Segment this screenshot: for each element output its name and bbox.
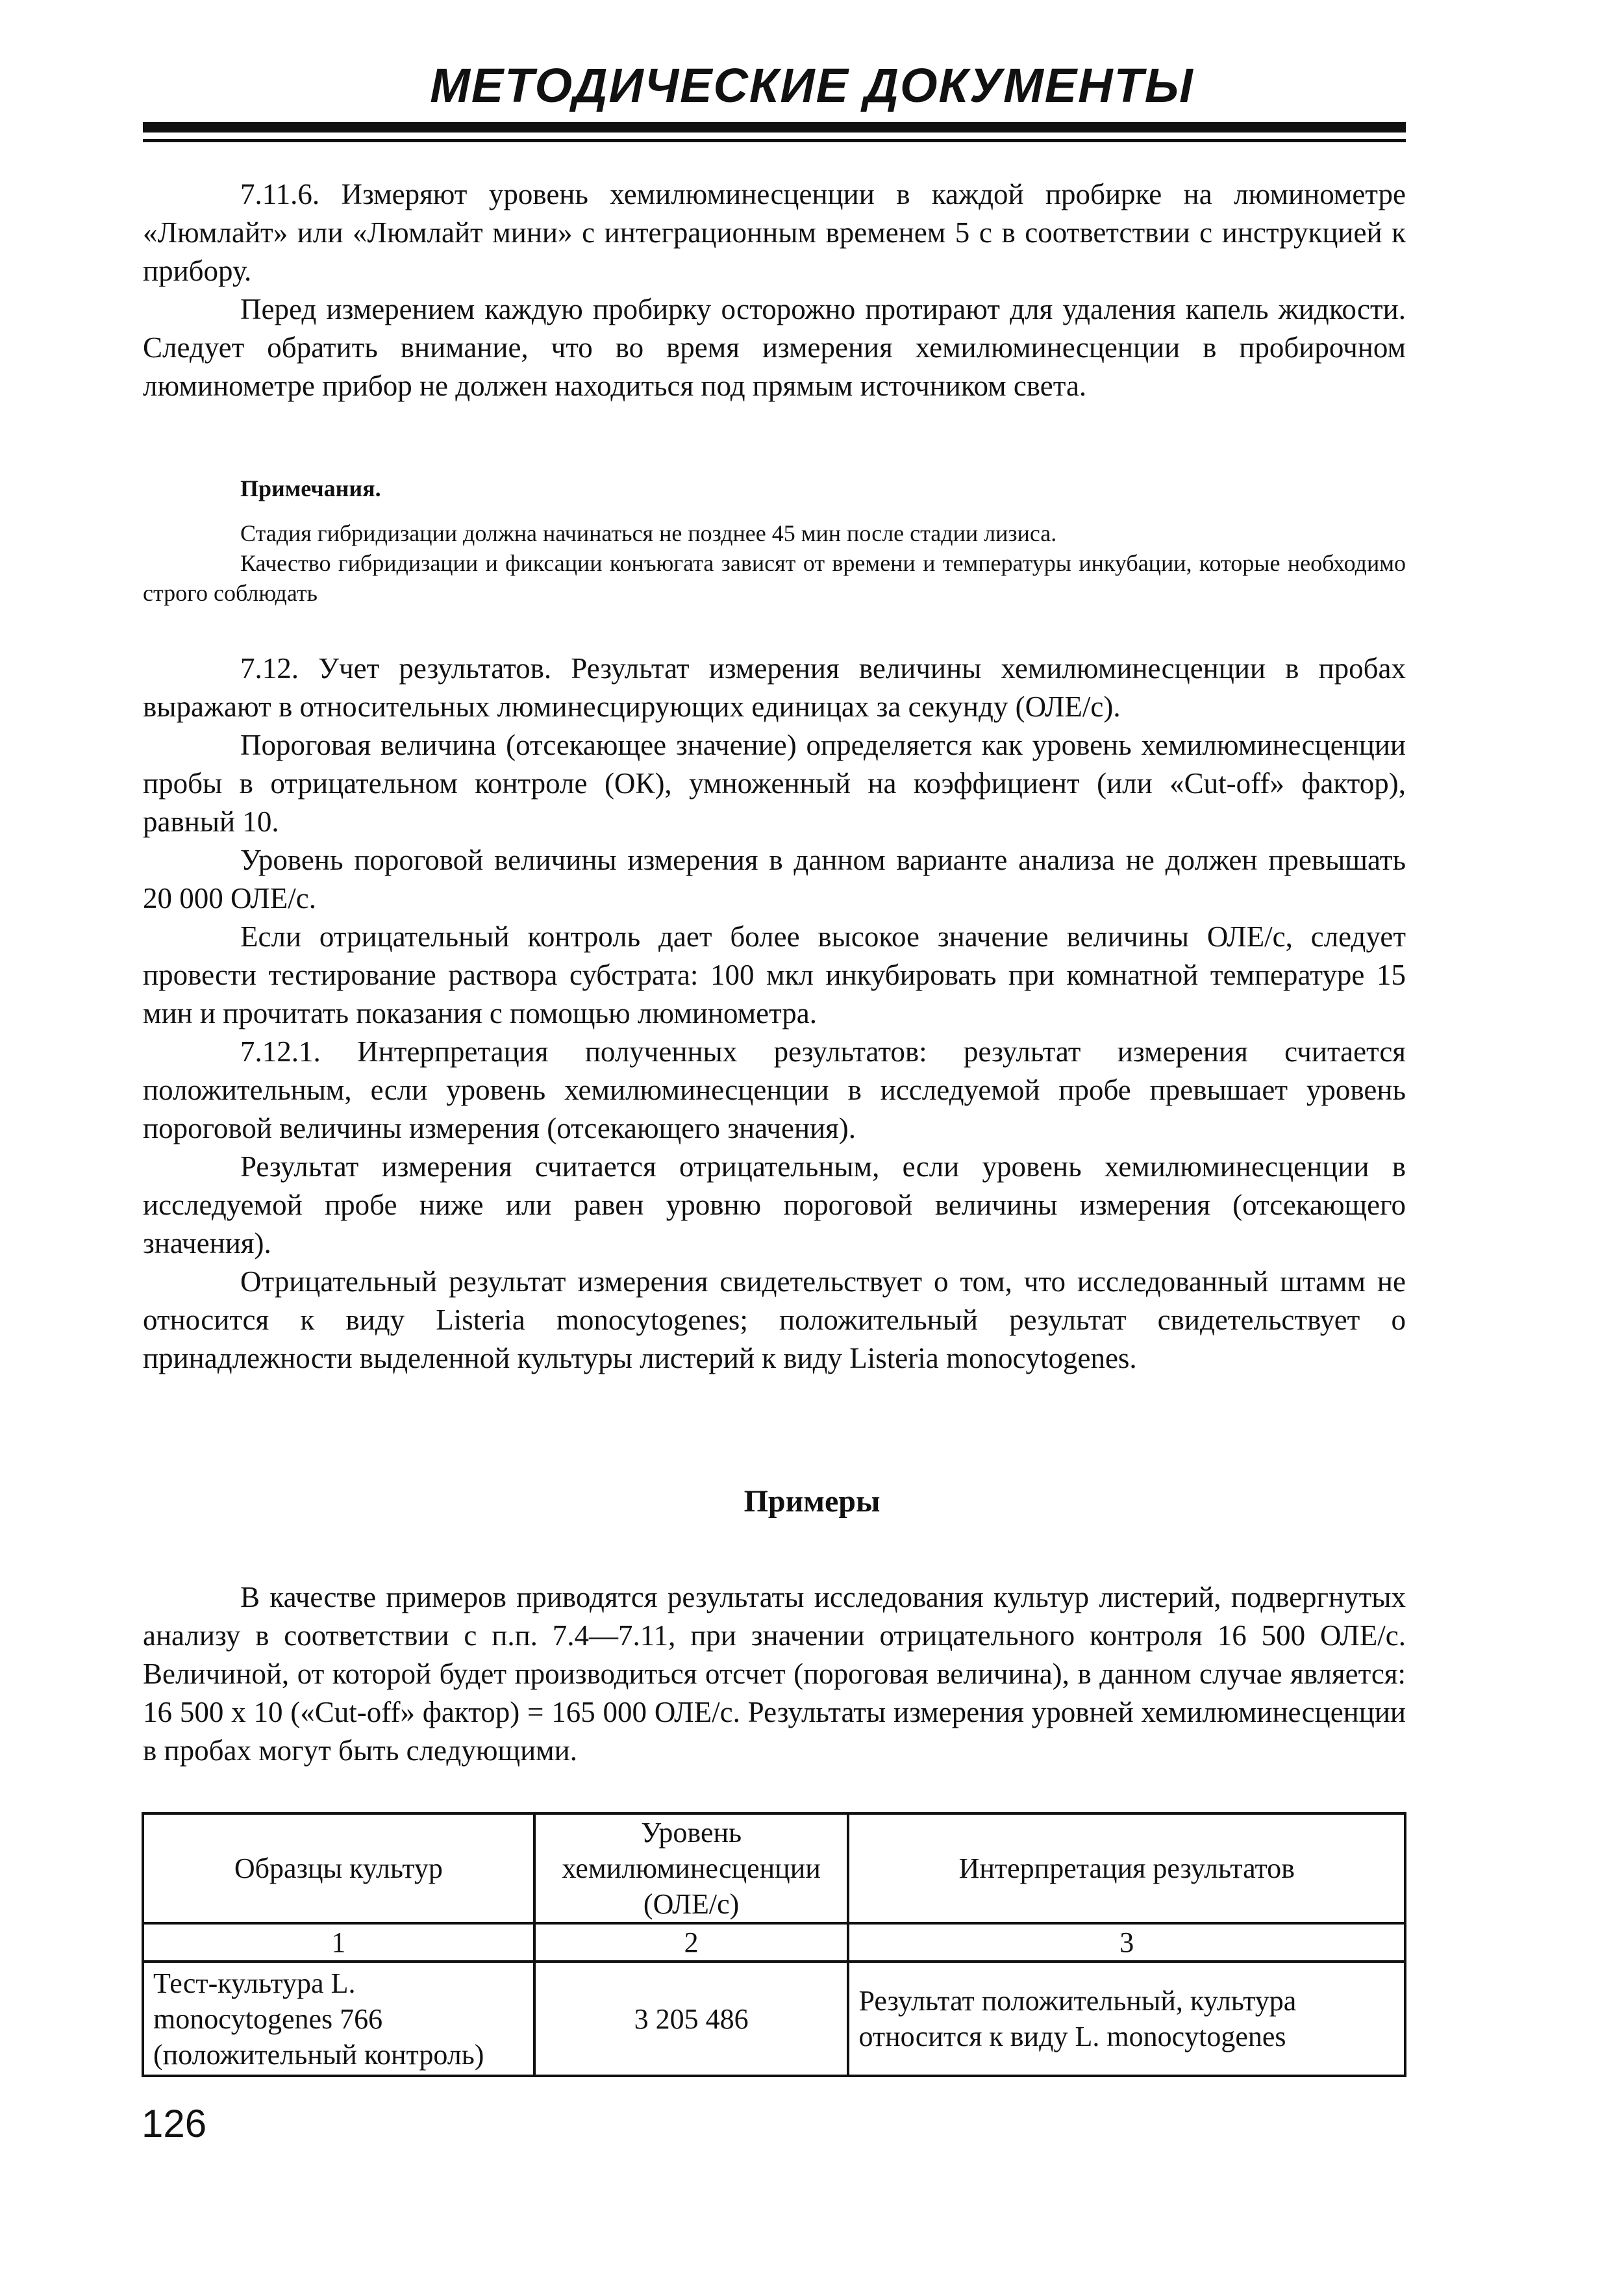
column-number: 1 — [143, 1923, 534, 1962]
table-row — [143, 1962, 1405, 2076]
interpretation-cell: Результат положительный, культура относится к виду L. monocytogenes — [848, 1962, 1405, 2076]
paragraph: В качестве примеров приводятся результаты исследования культур листерий, подвергнутых анализу в соответствии с п.п. 7.4—7.11, при значении отрицательного контроля 16 500 ОЛЕ/с. Величиной, от которой будет производиться отсчет (пороговая величина), в данном случае является: 16 500 x 10 («Cut-off» фактор) = 165 000 ОЛЕ/с. Результаты измерения уровней хемилюминесценции в пробах могут быть следующими. — [143, 1581, 1406, 1767]
examples-intro — [143, 1578, 1406, 1770]
column-header: Уровень хемилюминесценции (ОЛЕ/с) — [534, 1813, 849, 1923]
notes-block — [143, 473, 1406, 608]
column-header: Интерпретация результатов — [848, 1813, 1405, 1923]
paragraph: Перед измерением каждую пробирку осторожно протирают для удаления капель жидкости. Следует обратить внимание, что во время измерения хемилюминесценции в пробирочном люминометре прибор не должен находиться под прямым источником света. — [143, 293, 1406, 402]
section-7-11-6 — [143, 175, 1406, 405]
column-number: 2 — [534, 1923, 849, 1962]
paragraph: Пороговая величина (отсекающее значение) определяется как уровень хемилюминесценции пробы в отрицательном контроле (ОК), умноженный на коэффициент (или «Cut-off» фактор), равный 10. — [143, 729, 1406, 838]
table-header-row — [143, 1813, 1405, 1923]
header-rule-thick — [143, 122, 1406, 133]
paragraph: Уровень пороговой величины измерения в данном варианте анализа не должен превышать 20 000 ОЛЕ/с. — [143, 844, 1406, 915]
running-header-title: МЕТОДИЧЕСКИЕ ДОКУМЕНТЫ — [430, 58, 1194, 112]
column-header: Образцы культур — [143, 1813, 534, 1923]
paragraph: 7.12. Учет результатов. Результат измерения величины хемилюминесценции в пробах выражают в относительных люминесцирующих единицах за секунду (ОЛЕ/с). — [143, 652, 1406, 723]
section-7-12 — [143, 650, 1406, 1378]
column-number: 3 — [848, 1923, 1405, 1962]
page-number: 126 — [142, 2102, 207, 2145]
header-rule-thin — [143, 139, 1406, 142]
paragraph: Отрицательный результат измерения свидетельствует о том, что исследованный штамм не относится к виду Listeria monocytogenes; положительный результат свидетельствует о принадлежности выделенной культуры листерий к виду Listeria monocytogenes. — [143, 1265, 1406, 1374]
paragraph: 7.12.1. Интерпретация полученных результатов: результат измерения считается положительным, если уровень хемилюминесценции в исследуемой пробе превышает уровень пороговой величины измерения (отсекающего значения). — [143, 1035, 1406, 1144]
level-cell: 3 205 486 — [534, 1962, 849, 2076]
notes-title: Примечания. — [240, 475, 381, 501]
paragraph: Если отрицательный контроль дает более высокое значение величины ОЛЕ/с, следует провести тестирование раствора субстрата: 100 мкл инкубировать при комнатной температуре 15 мин и прочитать показания с помощью люминометра. — [143, 920, 1406, 1029]
column-number-row — [143, 1923, 1405, 1962]
examples-heading: Примеры — [743, 1484, 881, 1519]
paragraph: Результат измерения считается отрицательным, если уровень хемилюминесценции в исследуемой пробе ниже или равен уровню пороговой величины измерения (отсекающего значения). — [143, 1150, 1406, 1259]
paragraph: 7.11.6. Измеряют уровень хемилюминесценции в каждой пробирке на люминометре «Люмлайт» или «Люмлайт мини» с интеграционным временем 5 с в соответствии с инструкцией к прибору. — [143, 178, 1406, 287]
note-item: Качество гибридизации и фиксации конъюгата зависят от времени и температуры инкубации, которые необходимо строго соблюдать — [143, 550, 1406, 606]
sample-cell: Тест-культура L. monocytogenes 766 (положительный контроль) — [143, 1962, 534, 2076]
results-table — [142, 1812, 1406, 2077]
note-item: Стадия гибридизации должна начинаться не позднее 45 мин после стадии лизиса. — [240, 520, 1057, 546]
